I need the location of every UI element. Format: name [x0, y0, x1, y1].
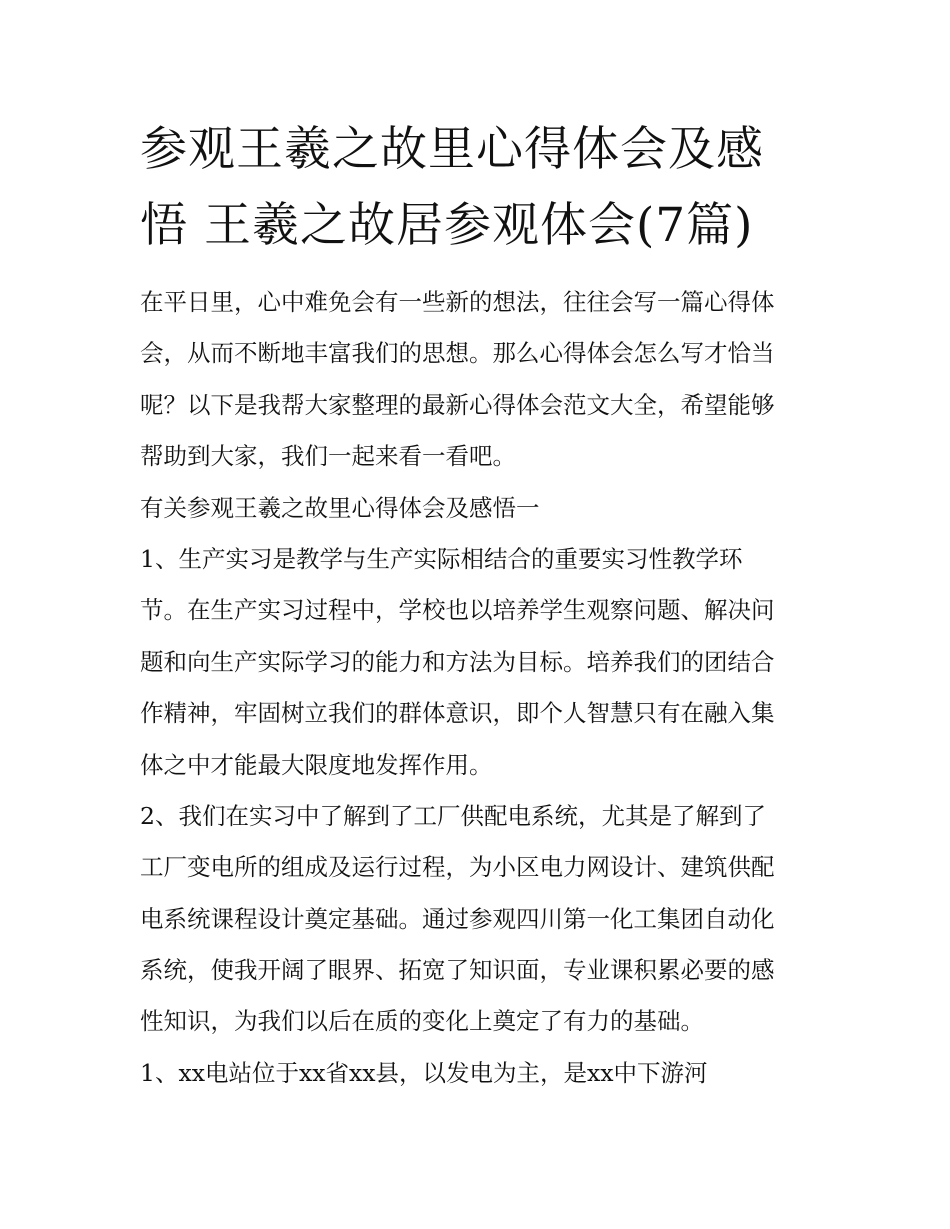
document-body: [140, 277, 820, 1099]
intro-paragraph: [140, 277, 820, 483]
text-line: 帮助到大家，我们一起来看一看吧。: [140, 442, 516, 471]
text-line: 作精神，牢固树立我们的群体意识，即个人智慧只有在融入集: [140, 699, 775, 728]
text-line: 节。在生产实习过程中，学校也以培养学生观察问题、解决问: [140, 596, 775, 625]
text-line: 题和向生产实际学习的能力和方法为目标。培养我们的团结合: [140, 647, 775, 676]
document-title: [140, 112, 820, 264]
text-line: 2、我们在实习中了解到了工厂供配电系统，尤其是了解到了: [140, 801, 766, 830]
text-line: 工厂变电所的组成及运行过程，为小区电力网设计、建筑供配: [140, 853, 775, 882]
text-line: 在平日里，心中难免会有一些新的想法，往往会写一篇心得体: [140, 288, 775, 316]
text-line: 1、xx电站位于xx省xx县，以发电为主，是xx中下游河: [140, 1058, 708, 1087]
title-line: 悟 王羲之故居参观体会(7篇): [140, 198, 754, 253]
text-line: 会，从而不断地丰富我们的思想。那么心得体会怎么写才恰当: [140, 339, 775, 368]
text-line: 电系统课程设计奠定基础。通过参观四川第一化工集团自动化: [140, 904, 775, 933]
section-heading: 有关参观王羲之故里心得体会及感悟一: [140, 493, 540, 522]
text-line: 性知识，为我们以后在质的变化上奠定了有力的基础。: [140, 1007, 704, 1036]
text-line: 系统，使我开阔了眼界、拓宽了知识面，专业课积累必要的感: [140, 956, 775, 985]
paragraph-1: [140, 534, 820, 791]
text-line: 体之中才能最大限度地发挥作用。: [140, 750, 493, 779]
paragraph-2: [140, 791, 820, 1048]
text-line: 1、生产实习是教学与生产实际相结合的重要实习性教学环: [140, 544, 743, 573]
paragraph-3: [140, 1048, 820, 1099]
text-line: 呢？以下是我帮大家整理的最新心得体会范文大全，希望能够: [140, 390, 775, 419]
title-line: 参观王羲之故里心得体会及感: [140, 122, 764, 177]
